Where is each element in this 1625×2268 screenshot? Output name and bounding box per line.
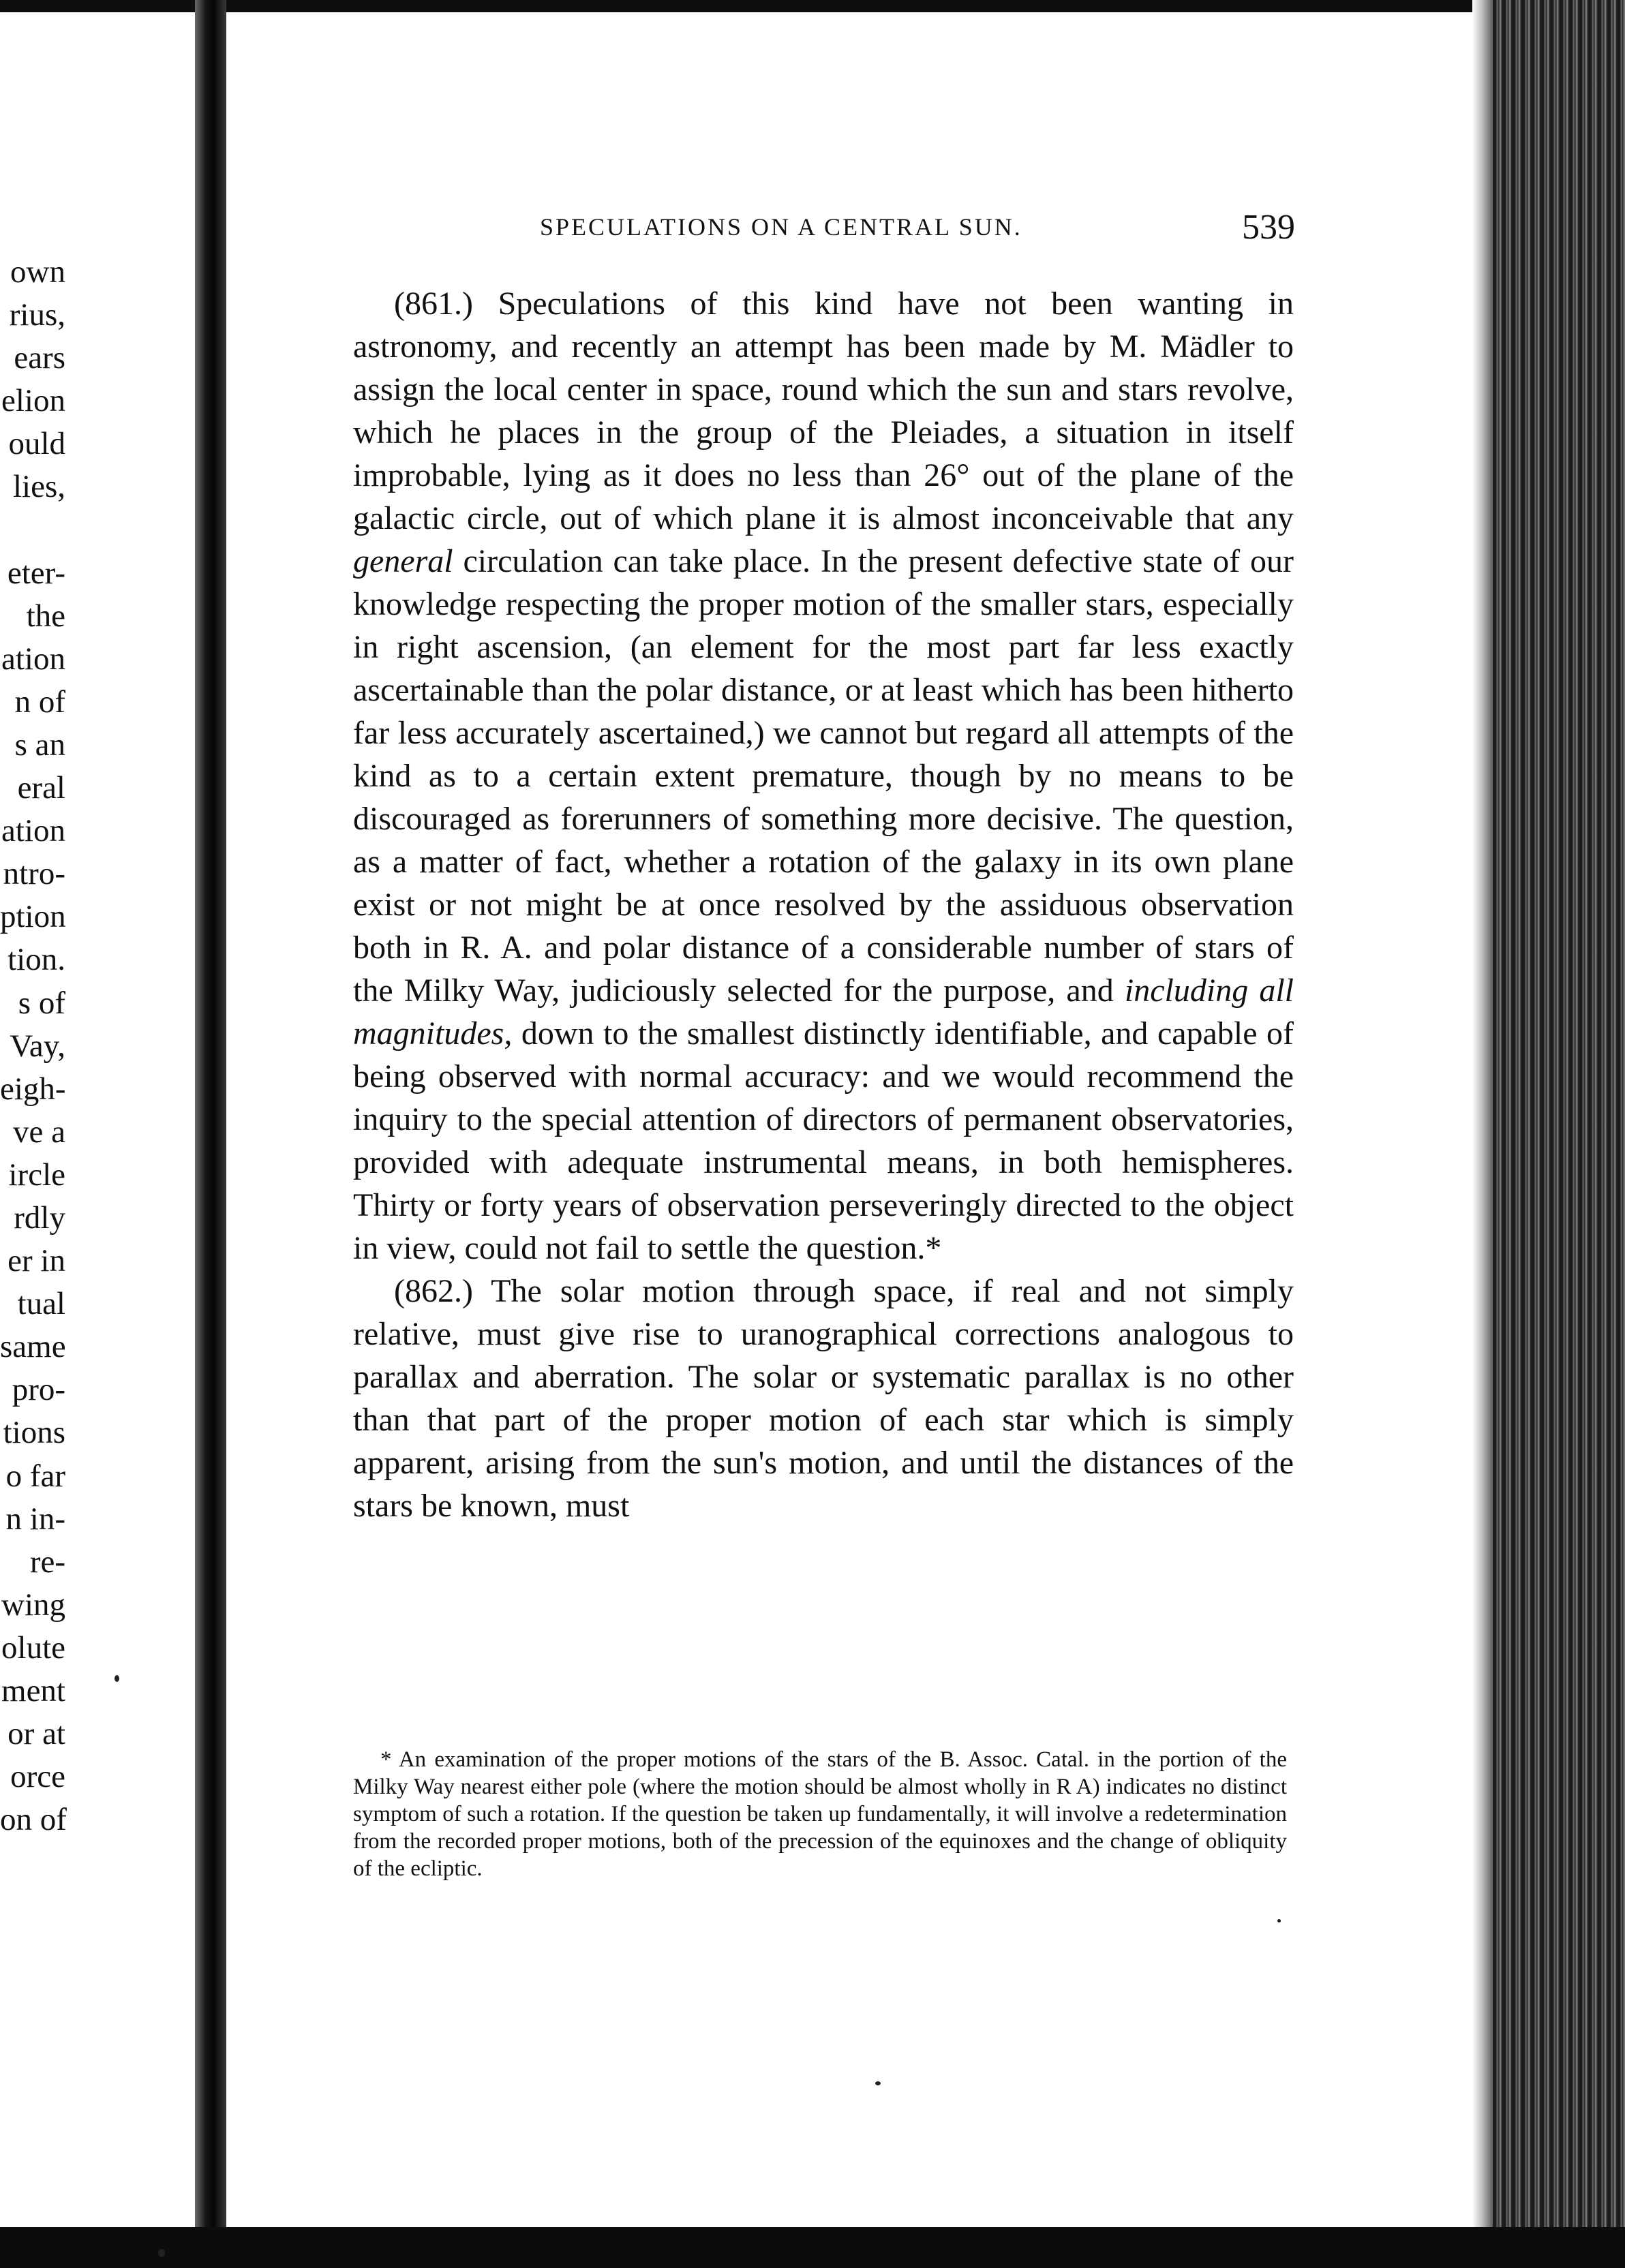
left-line: o far — [5, 1458, 65, 1494]
left-line: Vay, — [10, 1028, 65, 1064]
left-line: elion — [1, 383, 65, 419]
left-line: pro- — [12, 1372, 65, 1408]
left-line: ation — [1, 641, 65, 677]
left-line: rdly — [14, 1199, 65, 1236]
left-line: tions — [3, 1415, 65, 1451]
paragraph-861-emphasis-magnitudes: including all magnitudes, — [353, 972, 1294, 1052]
book-page-edges — [1493, 0, 1625, 2268]
paragraph-861-part2: circulation can take place. In the present defective state of our knowledge respecting the proper motion of the smaller stars, especially in right ascension, (an element for the most part far less exactly ascertainable than the polar distance, or at least which has been hitherto far less accurately ascertained,) we cannot but regard all attempts of the kind as to a certain extent premature, though by no means to be discouraged as forerunners of something more decisive. The question, as a matter of fact, whether a rotation of the galaxy in its own plane exist or not might be at once resolved by the assiduous observation both in R. A. and polar distance of a considerable number of stars of the Milky Way, judiciously selected for the purpose, and — [353, 543, 1294, 1009]
left-line: er in — [7, 1243, 65, 1279]
left-line: ment — [1, 1673, 65, 1708]
left-line: eral — [17, 770, 65, 806]
paragraph-861-emphasis-general: general — [353, 543, 453, 579]
left-line: ircle — [8, 1156, 65, 1193]
left-line: ntro- — [3, 856, 65, 892]
left-page-fragment — [0, 251, 65, 1841]
body-text — [353, 282, 1294, 1527]
left-line: olute — [1, 1629, 65, 1666]
left-line: ears — [14, 340, 65, 376]
footnote — [353, 1746, 1287, 1882]
left-line: eter- — [7, 555, 65, 591]
running-title: SPECULATIONS ON A CENTRAL SUN. — [540, 213, 1022, 241]
left-line: own — [10, 254, 65, 290]
left-line: rius, — [9, 297, 65, 333]
left-line: ould — [8, 426, 65, 462]
ink-speck — [1277, 1919, 1281, 1922]
left-line: on of — [0, 1802, 67, 1838]
page-number: 539 — [1242, 208, 1295, 247]
left-paragraph-gap — [0, 509, 65, 552]
footnote-text: * An examination of the proper motions of the stars of the B. Assoc. Catal. in the portion of the Milky Way nearest either pole (where the motion should be almost wholly in R A) indicates no distinct symptom of such a rotation. If the question be taken up fundamentally, it will involve a redetermination from the recorded proper motions, both of the precession of the equinoxes and the change of obliquity of the ecliptic. — [353, 1747, 1287, 1881]
ink-speck — [158, 2249, 165, 2257]
left-line: re- — [29, 1544, 65, 1580]
left-line: tion. — [7, 942, 65, 978]
left-line: s of — [18, 985, 65, 1021]
left-line: n in- — [5, 1501, 65, 1537]
scan-top-edge — [0, 0, 1625, 12]
left-line: orce — [10, 1759, 65, 1795]
paragraph-861-part3: down to the smallest distinctly identifiable, and capable of being observed with normal accuracy: and we would recommend the inquiry to the special attention of directors of permanent observatories, provided with adequate instrumental means, in both hemispheres. Thirty or forty years of observation perseveringly directed to the object in view, could not fail to settle the question.* — [353, 1015, 1294, 1266]
left-line: eigh- — [0, 1071, 66, 1107]
left-line: tual — [17, 1286, 65, 1322]
scan-bottom-edge — [0, 2227, 1625, 2268]
left-line: the — [26, 598, 65, 634]
left-line: or at — [7, 1716, 65, 1752]
ink-speck — [875, 2081, 881, 2085]
left-line: ation — [1, 813, 65, 849]
left-line: same — [0, 1329, 66, 1365]
running-head — [354, 207, 1295, 252]
book-gutter — [195, 0, 226, 2268]
paragraph-862: (862.) The solar motion through space, if real and not simply relative, must give rise to uranographical corrections analogous to parallax and aberration. The solar or systematic parallax is no other than that part of the proper motion of each star which is simply apparent, arising from the sun's motion, and until the distances of the stars be known, must — [353, 1273, 1294, 1524]
paragraph-861 — [353, 282, 1294, 1270]
left-line: ption — [0, 899, 66, 935]
left-line: lies, — [12, 469, 65, 505]
left-line: n of — [14, 684, 65, 720]
left-line: wing — [1, 1587, 65, 1623]
left-line: s an — [14, 726, 65, 763]
paragraph-861-part1: (861.) Speculations of this kind have not been wanting in astronomy, and recently an attempt has been made by M. Mädler to assign the local center in space, round which the sun and stars revolve, which he places in the group of the Pleiades, a situation in itself improbable, lying as it does no less than 26° out of the plane of the galactic circle, out of which plane it is almost inconceivable that any — [353, 286, 1294, 536]
ink-speck — [115, 1675, 119, 1682]
left-line: ve a — [13, 1114, 65, 1150]
